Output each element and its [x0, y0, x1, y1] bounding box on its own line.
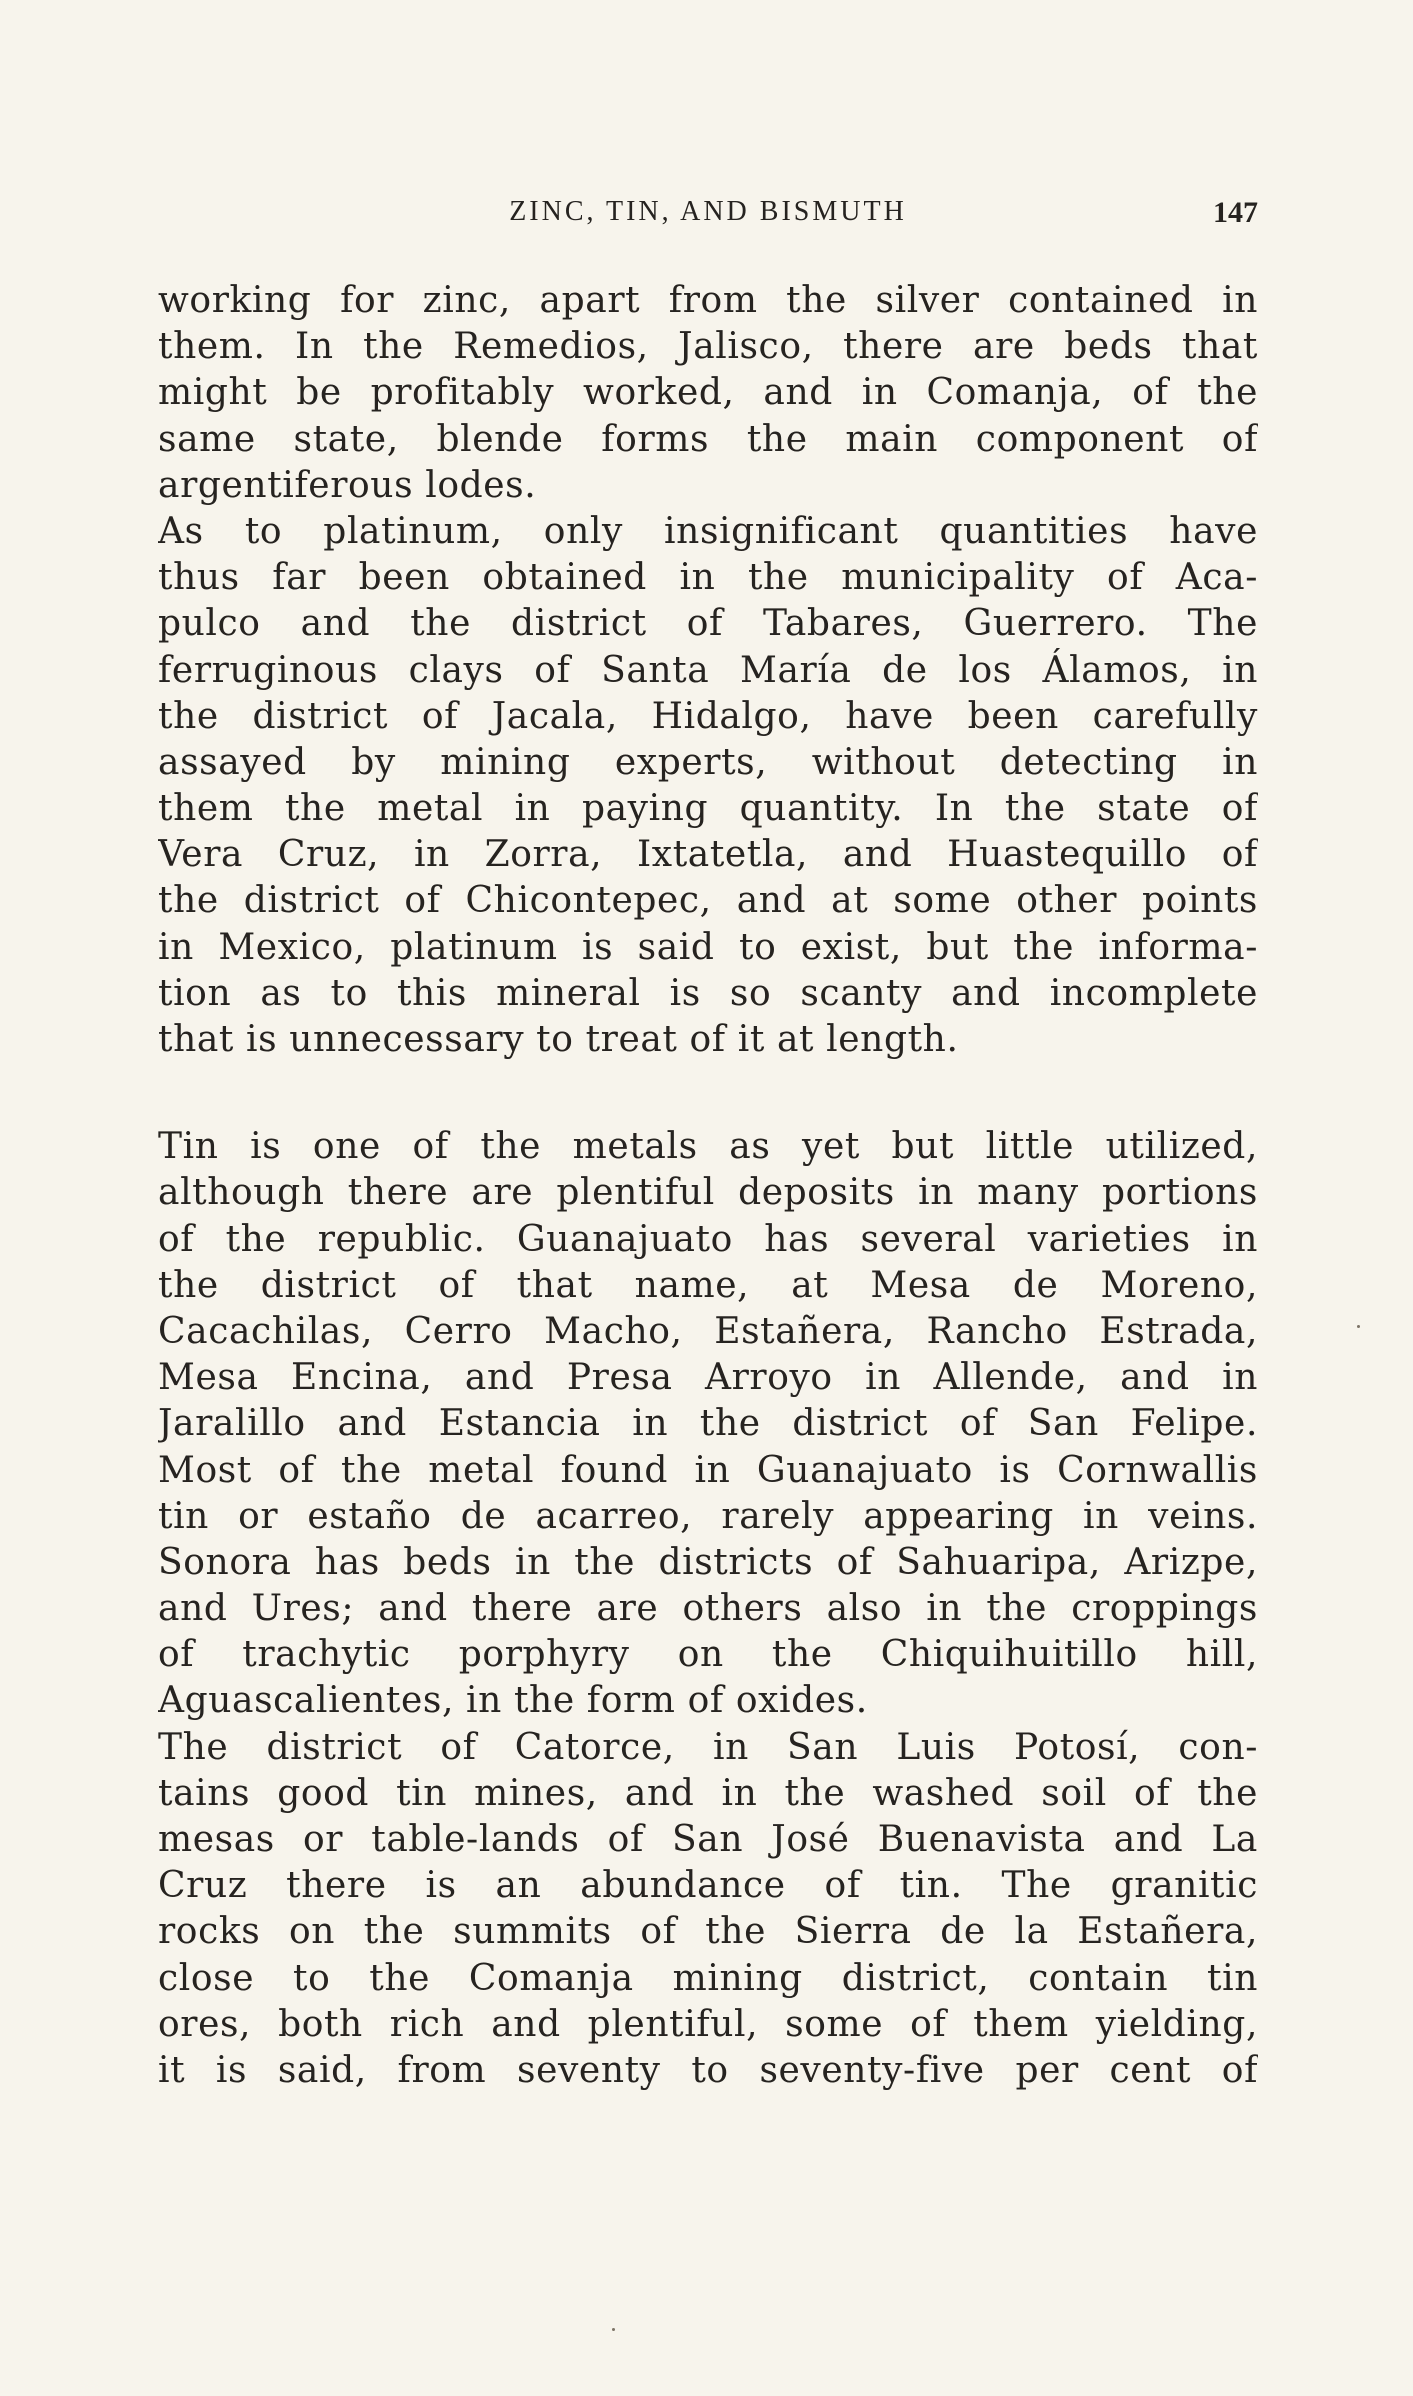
text-line: that is unnecessary to treat of it at length.	[158, 1019, 959, 1060]
text-line: the district of that name, at Mesa de Moreno,	[158, 1264, 1258, 1306]
text-line: Jaralillo and Estancia in the district of San Felipe.	[158, 1403, 1258, 1445]
running-title: ZINC, TIN, AND BISMUTH	[509, 196, 907, 227]
paragraph-zinc	[158, 278, 1258, 509]
text-line: tin or estaño de acarreo, rarely appearing in veins.	[158, 1495, 1258, 1537]
text-line: ferruginous clays of Santa María de los Álamos, in	[158, 649, 1258, 691]
page-number: 147	[1213, 196, 1258, 229]
text-line: the district of Jacala, Hidalgo, have been carefully	[158, 695, 1258, 737]
text-line: in Mexico, platinum is said to exist, but the informa-	[158, 926, 1258, 968]
text-line: close to the Comanja mining district, contain tin	[158, 1957, 1258, 1999]
text-line: of trachytic porphyry on the Chiquihuitillo hill,	[158, 1634, 1258, 1676]
text-line: Sonora has beds in the districts of Sahuaripa, Arizpe,	[158, 1541, 1258, 1583]
running-head	[158, 196, 1258, 236]
text-line: ores, both rich and plentiful, some of them yielding,	[158, 2003, 1258, 2045]
text-line: Mesa Encina, and Presa Arroyo in Allende, and in	[158, 1357, 1258, 1399]
text-line: of the republic. Guanajuato has several varieties in	[158, 1218, 1258, 1260]
text-line: them the metal in paying quantity. In the state of	[158, 788, 1258, 830]
text-line: pulco and the district of Tabares, Guerrero. The	[158, 603, 1258, 645]
paper-speck	[1357, 1325, 1360, 1328]
text-line: and Ures; and there are others also in the croppings	[158, 1588, 1258, 1630]
text-line: tains good tin mines, and in the washed soil of the	[158, 1772, 1258, 1814]
paragraph-catorce	[158, 1725, 1258, 2095]
text-line: it is said, from seventy to seventy-five per cent of	[158, 2049, 1258, 2091]
text-line: Most of the metal found in Guanajuato is Cornwallis	[158, 1449, 1258, 1491]
text-line: same state, blende forms the main component of	[158, 418, 1258, 460]
text-line: Cacachilas, Cerro Macho, Estañera, Rancho Estrada,	[158, 1310, 1258, 1352]
paper-speck	[612, 2328, 615, 2331]
text-line: working for zinc, apart from the silver contained in	[158, 280, 1258, 321]
text-line: rocks on the summits of the Sierra de la Estañera,	[158, 1911, 1258, 1953]
text-line: them. In the Remedios, Jalisco, there are beds that	[158, 326, 1258, 368]
text-line: Tin is one of the metals as yet but little utilized,	[158, 1126, 1258, 1168]
text-line: argentiferous lodes.	[158, 464, 537, 506]
section-gap	[158, 1063, 1258, 1124]
text-line: assayed by mining experts, without detecting in	[158, 741, 1258, 783]
paragraph-platinum	[158, 509, 1258, 1063]
text-line: might be profitably worked, and in Comanja, of the	[158, 372, 1258, 414]
body-text	[158, 278, 1258, 2094]
text-line: the district of Chicontepec, and at some other points	[158, 880, 1258, 922]
text-line: Aguascalientes, in the form of oxides.	[158, 1680, 868, 1722]
text-line: thus far been obtained in the municipality of Aca-	[158, 557, 1258, 599]
text-line: Vera Cruz, in Zorra, Ixtatetla, and Huastequillo of	[158, 834, 1258, 876]
text-line: Cruz there is an abundance of tin. The granitic	[158, 1865, 1258, 1907]
paragraph-tin	[158, 1124, 1258, 1724]
text-line: tion as to this mineral is so scanty and incomplete	[158, 972, 1258, 1014]
text-line: As to platinum, only insignificant quantities have	[158, 510, 1258, 552]
text-line: although there are plentiful deposits in many portions	[158, 1172, 1258, 1214]
text-line: The district of Catorce, in San Luis Potosí, con-	[158, 1726, 1258, 1768]
text-line: mesas or table-lands of San José Buenavista and La	[158, 1819, 1258, 1860]
